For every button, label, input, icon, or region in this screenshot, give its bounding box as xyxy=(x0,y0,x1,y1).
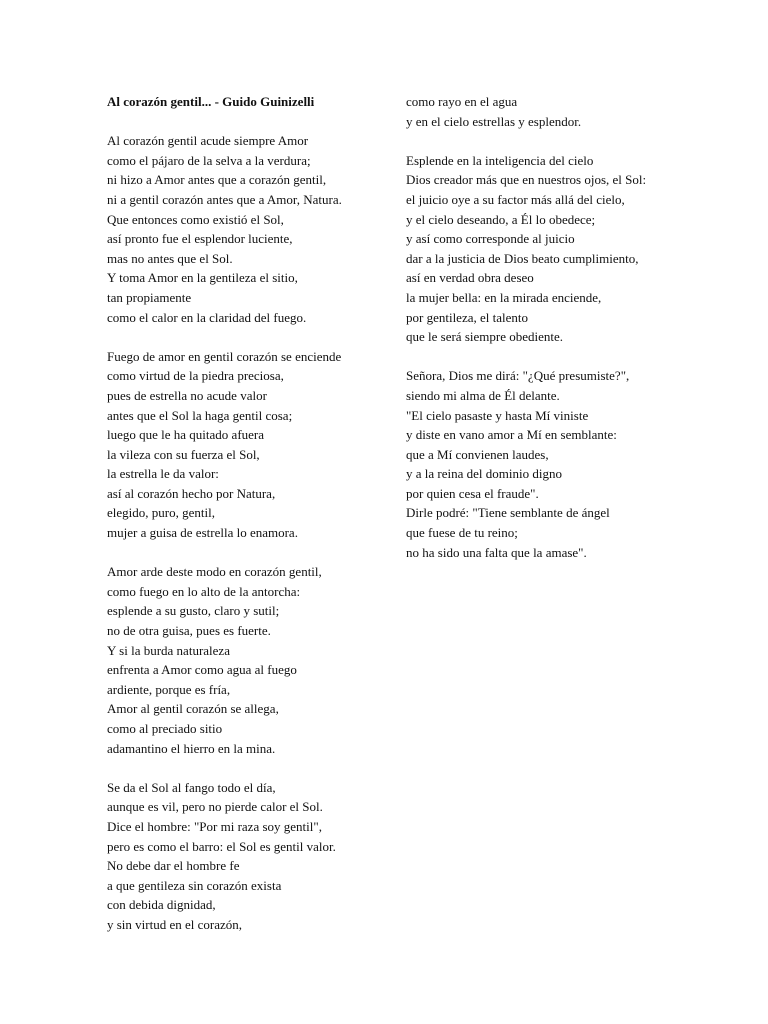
verse-line: como virtud de la piedra preciosa, xyxy=(107,368,284,384)
verse-line: y en el cielo estrellas y esplendor. xyxy=(406,113,582,129)
verse-line: así al corazón hecho por Natura, xyxy=(107,485,276,501)
verse-line: elegido, puro, gentil, xyxy=(107,505,215,521)
verse-line: por gentileza, el talento xyxy=(406,309,529,325)
verse-line: como rayo en el agua xyxy=(406,94,518,109)
verse-line: No debe dar el hombre fe xyxy=(107,858,240,874)
stanza xyxy=(406,366,686,562)
verse-line: como el pájaro de la selva a la verdura; xyxy=(107,152,311,168)
verse-line: el juicio oye a su factor más allá del cielo, xyxy=(406,191,625,207)
verse-line: aunque es vil, pero no pierde calor el Sol. xyxy=(107,799,323,815)
left-stanzas xyxy=(107,131,377,934)
verse-line: a que gentileza sin corazón exista xyxy=(107,877,282,893)
verse-line: no de otra guisa, pues es fuerte. xyxy=(107,623,271,639)
verse-line: Dirle podré: "Tiene semblante de ángel xyxy=(406,505,610,521)
verse-line: pues de estrella no acude valor xyxy=(107,387,267,403)
verse-line: mas no antes que el Sol. xyxy=(107,250,233,266)
verse-line: y sin virtud en el corazón, xyxy=(107,916,243,932)
verse-line: la mujer bella: en la mirada enciende, xyxy=(406,289,602,305)
verse-line: y el cielo deseando, a Él lo obedece; xyxy=(406,211,596,227)
verse-line: ni hizo a Amor antes que a corazón gentil, xyxy=(107,172,327,188)
verse-line: Dice el hombre: "Por mi raza soy gentil", xyxy=(107,818,322,834)
verse-line: tan propiamente xyxy=(107,289,192,305)
verse-line: así pronto fue el esplendor luciente, xyxy=(107,231,293,247)
stanza xyxy=(107,778,377,935)
verse-line: y así como corresponde al juicio xyxy=(406,231,575,247)
verse-line: Dios creador más que en nuestros ojos, el Sol: xyxy=(406,172,647,188)
verse-line: Fuego de amor en gentil corazón se enciende xyxy=(107,348,342,364)
verse-line: con debida dignidad, xyxy=(107,897,216,913)
poem-title: Al corazón gentil... - Guido Guinizelli xyxy=(107,94,315,109)
verse-line: enfrenta a Amor como agua al fuego xyxy=(107,662,297,678)
verse-line: dar a la justicia de Dios beato cumplimiento, xyxy=(406,250,639,266)
stanza xyxy=(107,131,377,327)
stanza xyxy=(406,151,686,347)
verse-line: y diste en vano amor a Mí en semblante: xyxy=(406,427,617,443)
verse-line: que fuese de tu reino; xyxy=(406,525,518,541)
verse-line: ardiente, porque es fría, xyxy=(107,681,231,697)
verse-line: por quien cesa el fraude". xyxy=(406,485,539,501)
verse-line: Se da el Sol al fango todo el día, xyxy=(107,779,276,795)
right-column xyxy=(406,92,686,582)
verse-line: ni a gentil corazón antes que a Amor, Natura. xyxy=(107,191,342,207)
verse-line: Y si la burda naturaleza xyxy=(107,642,230,658)
verse-line: como al preciado sitio xyxy=(107,721,223,736)
verse-line: no ha sido una falta que la amase". xyxy=(406,544,587,560)
verse-line: que a Mí convienen laudes, xyxy=(406,446,549,462)
verse-line: y a la reina del dominio digno xyxy=(406,466,562,482)
verse-line: la estrella le da valor: xyxy=(107,466,219,482)
verse-line: adamantino el hierro en la mina. xyxy=(107,740,276,756)
left-column xyxy=(107,92,377,954)
verse-line: Amor al gentil corazón se allega, xyxy=(107,701,279,717)
verse-line: la vileza con su fuerza el Sol, xyxy=(107,446,260,462)
verse-line: Señora, Dios me dirá: "¿Qué presumiste?", xyxy=(406,368,630,384)
verse-line: Al corazón gentil acude siempre Amor xyxy=(107,133,309,149)
stanza xyxy=(107,347,377,543)
verse-line: mujer a guisa de estrella lo enamora. xyxy=(107,525,298,541)
right-stanzas xyxy=(406,92,686,562)
verse-line: que le será siempre obediente. xyxy=(406,329,564,345)
stanza xyxy=(406,92,686,131)
verse-line: Esplende en la inteligencia del cielo xyxy=(406,152,594,168)
verse-line: así en verdad obra deseo xyxy=(406,270,534,286)
verse-line: como fuego en lo alto de la antorcha: xyxy=(107,583,301,599)
verse-line: esplende a su gusto, claro y sutil; xyxy=(107,603,280,619)
verse-line: Que entonces como existió el Sol, xyxy=(107,211,284,227)
verse-line: Y toma Amor en la gentileza el sitio, xyxy=(107,270,298,286)
verse-line: pero es como el barro: el Sol es gentil valor. xyxy=(107,838,336,854)
verse-line: luego que le ha quitado afuera xyxy=(107,427,265,443)
verse-line: "El cielo pasaste y hasta Mí viniste xyxy=(406,407,589,423)
verse-line: Amor arde deste modo en corazón gentil, xyxy=(107,564,322,580)
verse-line: antes que el Sol la haga gentil cosa; xyxy=(107,407,293,423)
verse-line: como el calor en la claridad del fuego. xyxy=(107,309,307,325)
stanza xyxy=(107,562,377,758)
verse-line: siendo mi alma de Él delante. xyxy=(406,387,560,403)
